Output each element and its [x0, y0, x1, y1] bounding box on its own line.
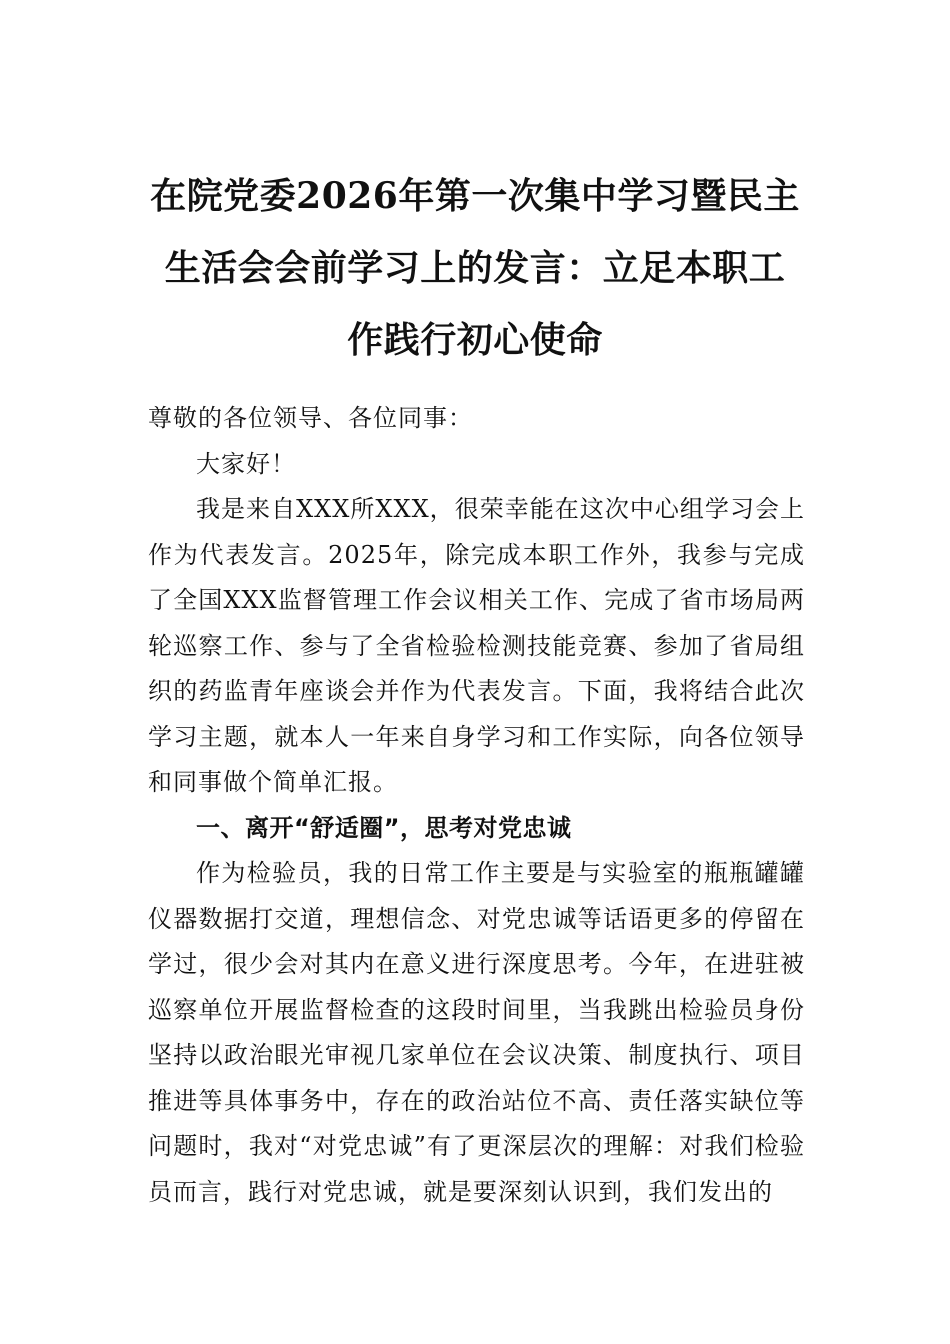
section-1-paragraph: 作为检验员，我的日常工作主要是与实验室的瓶瓶罐罐仪器数据打交道，理想信念、对党忠诚等话语更多的停留在学过，很少会对其内在意义进行深度思考。今年，在进驻被巡察单位开展监督检查的这段时间里，当我跳出检验员身份坚持以政治眼光审视几家单位在会议决策、制度执行、项目推进等具体事务中，存在的政治站位不高、责任落实缺位等问题时，我对“对党忠诚”有了更深层次的理解：对我们检验员而言，践行对党忠诚，就是要深刻认识到，我们发出的 — [148, 859, 805, 1206]
greeting: 大家好！ — [196, 449, 296, 478]
intro-paragraph: 我是来自XXX所XXX，很荣幸能在这次中心组学习会上作为代表发言。2025年，除完成本职工作外，我参与完成了全国XXX监督管理工作会议相关工作、完成了省市场局两轮巡察工作、参与了全省检验检测技能竞赛、参加了省局组织的药监青年座谈会并作为代表发言。下面，我将结合此次学习主题，就本人一年来自身学习和工作实际，向各位领导和同事做个简单汇报。 — [148, 495, 805, 796]
document-title: 在院党委2026年第一次集中学习暨民主生活会会前学习上的发言：立足本职工作践行初心使命 — [150, 175, 800, 361]
section-heading-1: 一、离开“舒适圈”，思考对党忠诚 — [196, 813, 572, 842]
document-body — [148, 396, 805, 1215]
salutation: 尊敬的各位领导、各位同事： — [148, 404, 473, 432]
